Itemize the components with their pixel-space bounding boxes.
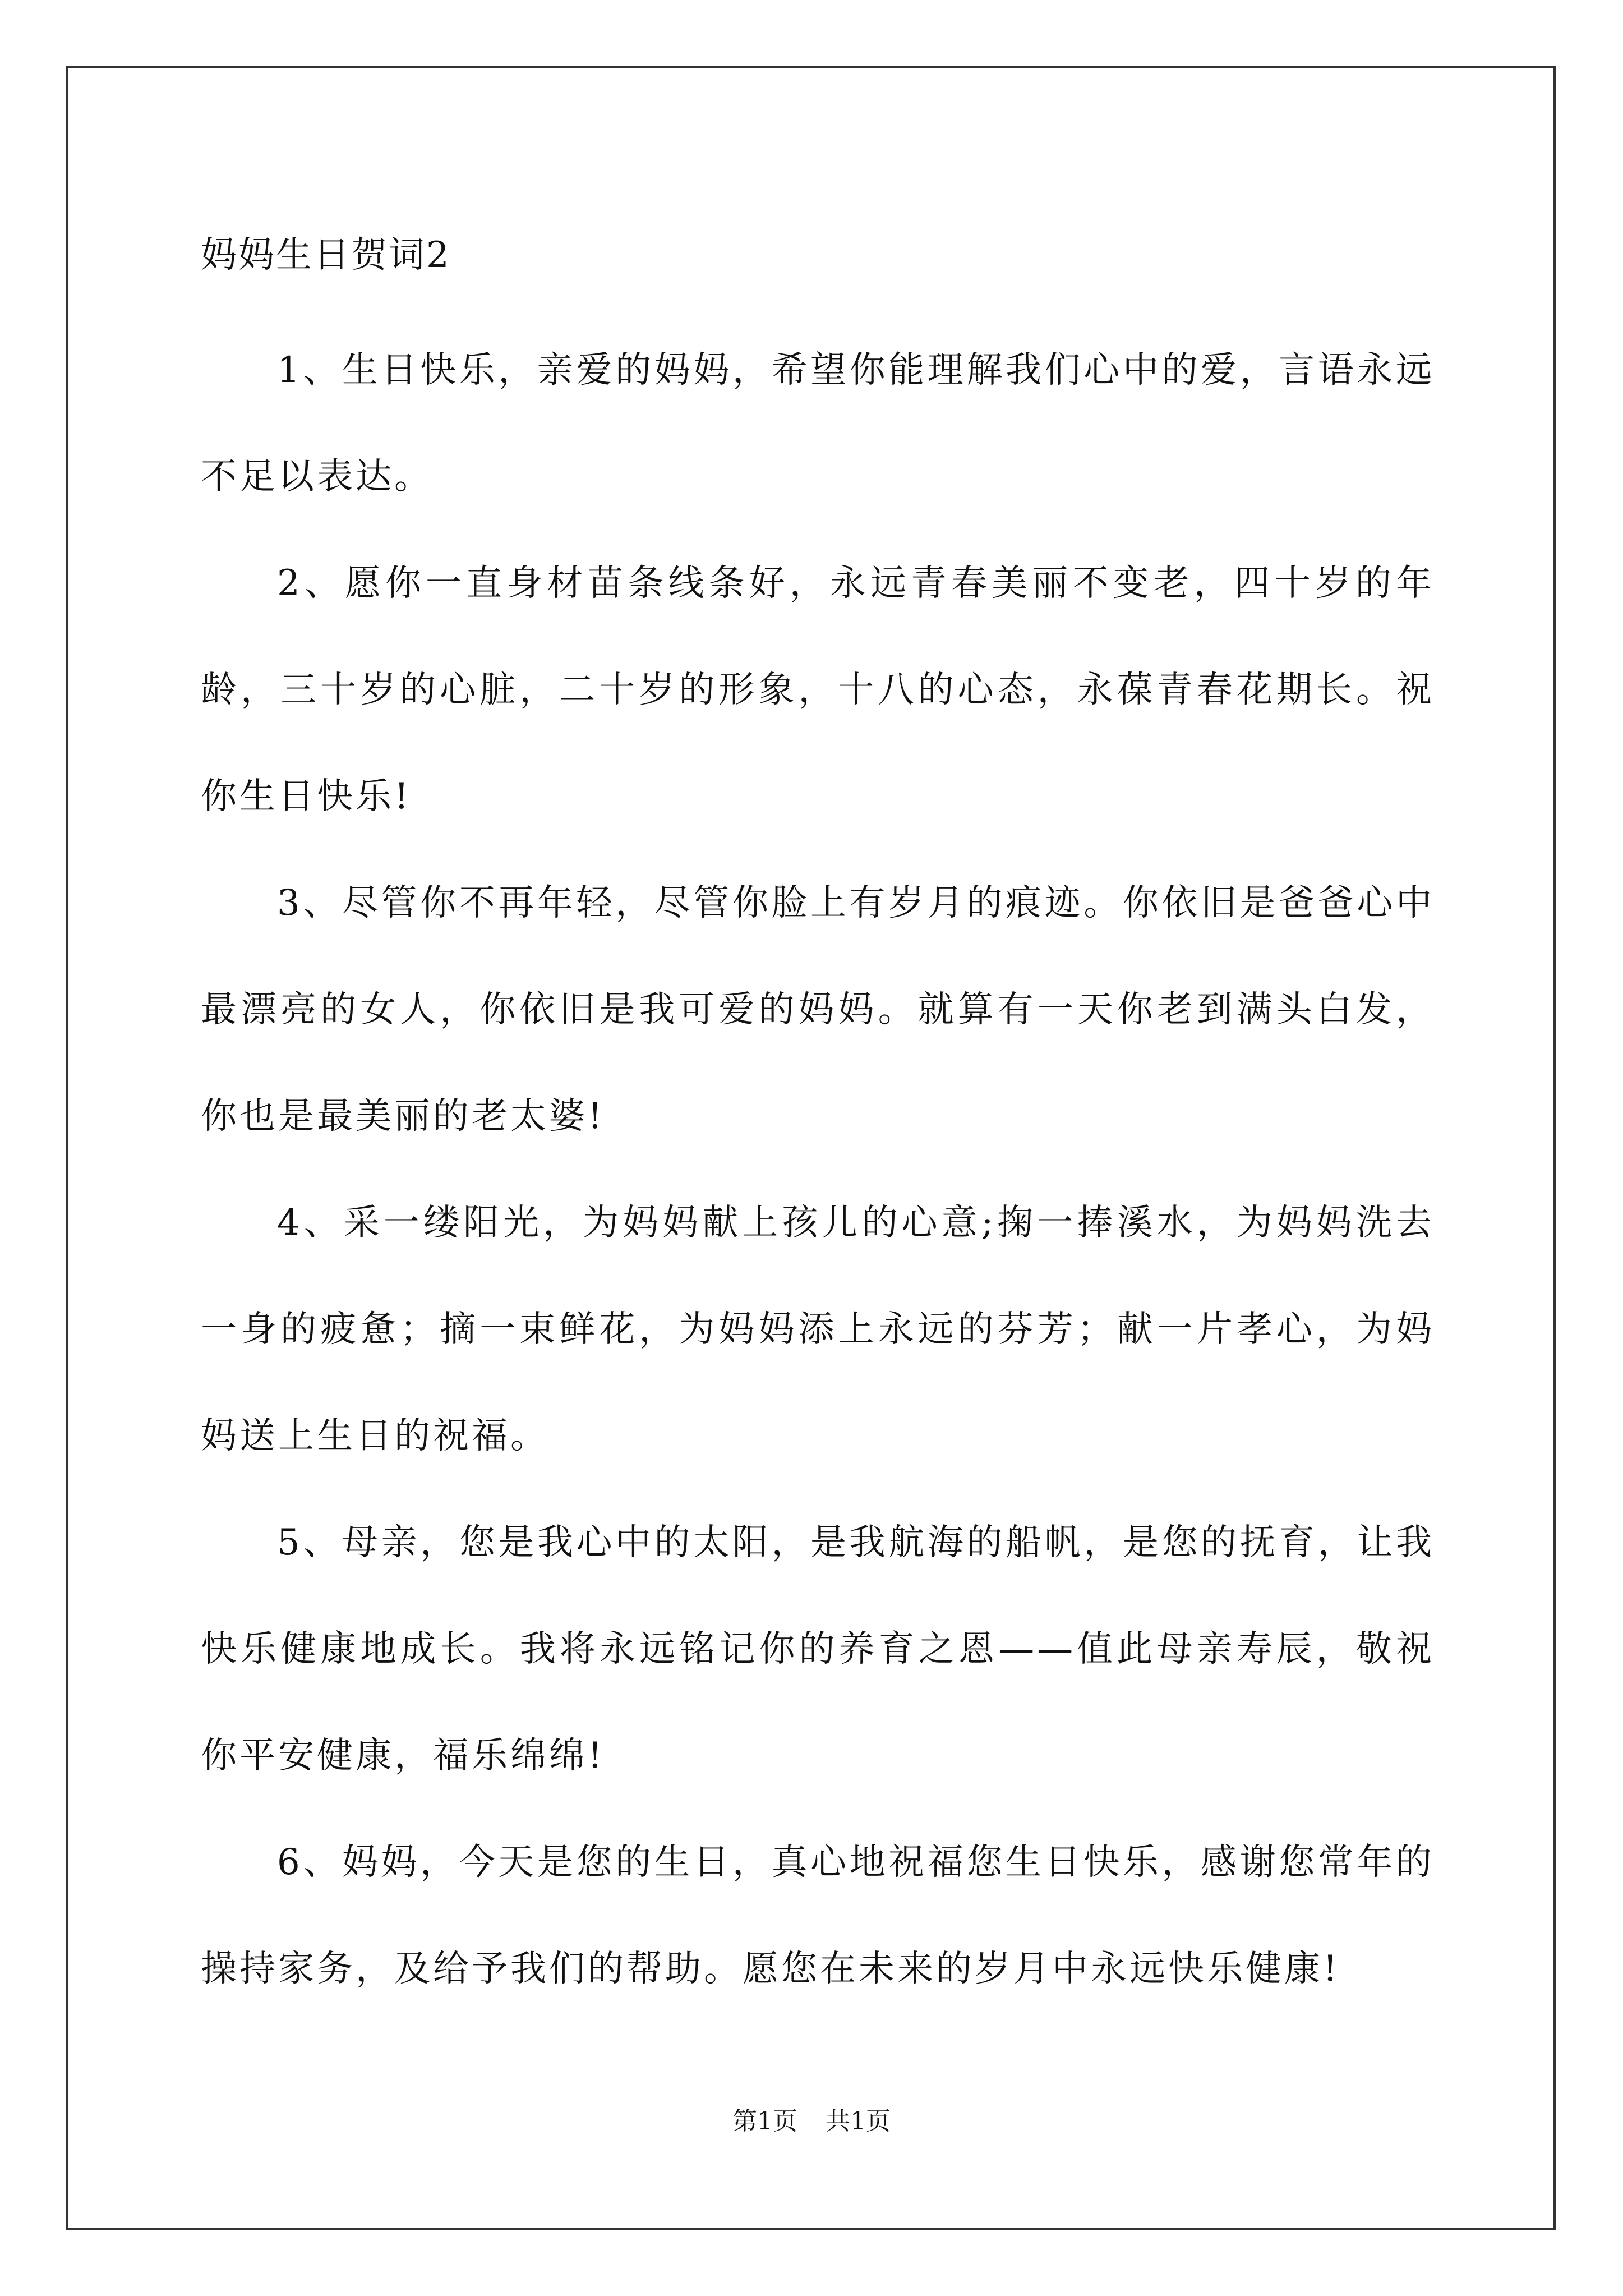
document-title: 妈妈生日贺词2 bbox=[201, 234, 451, 276]
paragraph-4: 4、采一缕阳光，为妈妈献上孩儿的心意;掬一捧溪水，为妈妈洗去一身的疲惫；摘一束鲜花，为妈妈添上永远的芬芳；献一片孝心，为妈妈送上生日的祝福。 bbox=[201, 1202, 1435, 1457]
page-footer bbox=[0, 2105, 1623, 2138]
paragraph-1: 1、生日快乐，亲爱的妈妈，希望你能理解我们心中的爱，言语永远不足以表达。 bbox=[201, 349, 1435, 498]
paragraph-6: 6、妈妈，今天是您的生日，真心地祝福您生日快乐，感谢您常年的操持家务，及给予我们的帮助。愿您在未来的岁月中永远快乐健康! bbox=[201, 1842, 1435, 1990]
paragraph-2: 2、愿你一直身材苗条线条好，永远青春美丽不变老，四十岁的年龄，三十岁的心脏，二十岁的形象，十八的心态，永葆青春花期长。祝你生日快乐! bbox=[201, 563, 1435, 817]
document-body bbox=[201, 222, 1435, 2022]
paragraph-5: 5、母亲，您是我心中的太阳，是我航海的船帆，是您的抚育，让我快乐健康地成长。我将永远铭记你的养育之恩——值此母亲寿辰，敬祝你平安健康，福乐绵绵! bbox=[201, 1522, 1435, 1777]
paragraph-3: 3、尽管你不再年轻，尽管你脸上有岁月的痕迹。你依旧是爸爸心中最漂亮的女人，你依旧是我可爱的妈妈。就算有一天你老到满头白发，你也是最美丽的老太婆! bbox=[201, 882, 1435, 1137]
page-number-current: 第1页 bbox=[732, 2107, 797, 2136]
page-number-total: 共1页 bbox=[826, 2107, 891, 2136]
